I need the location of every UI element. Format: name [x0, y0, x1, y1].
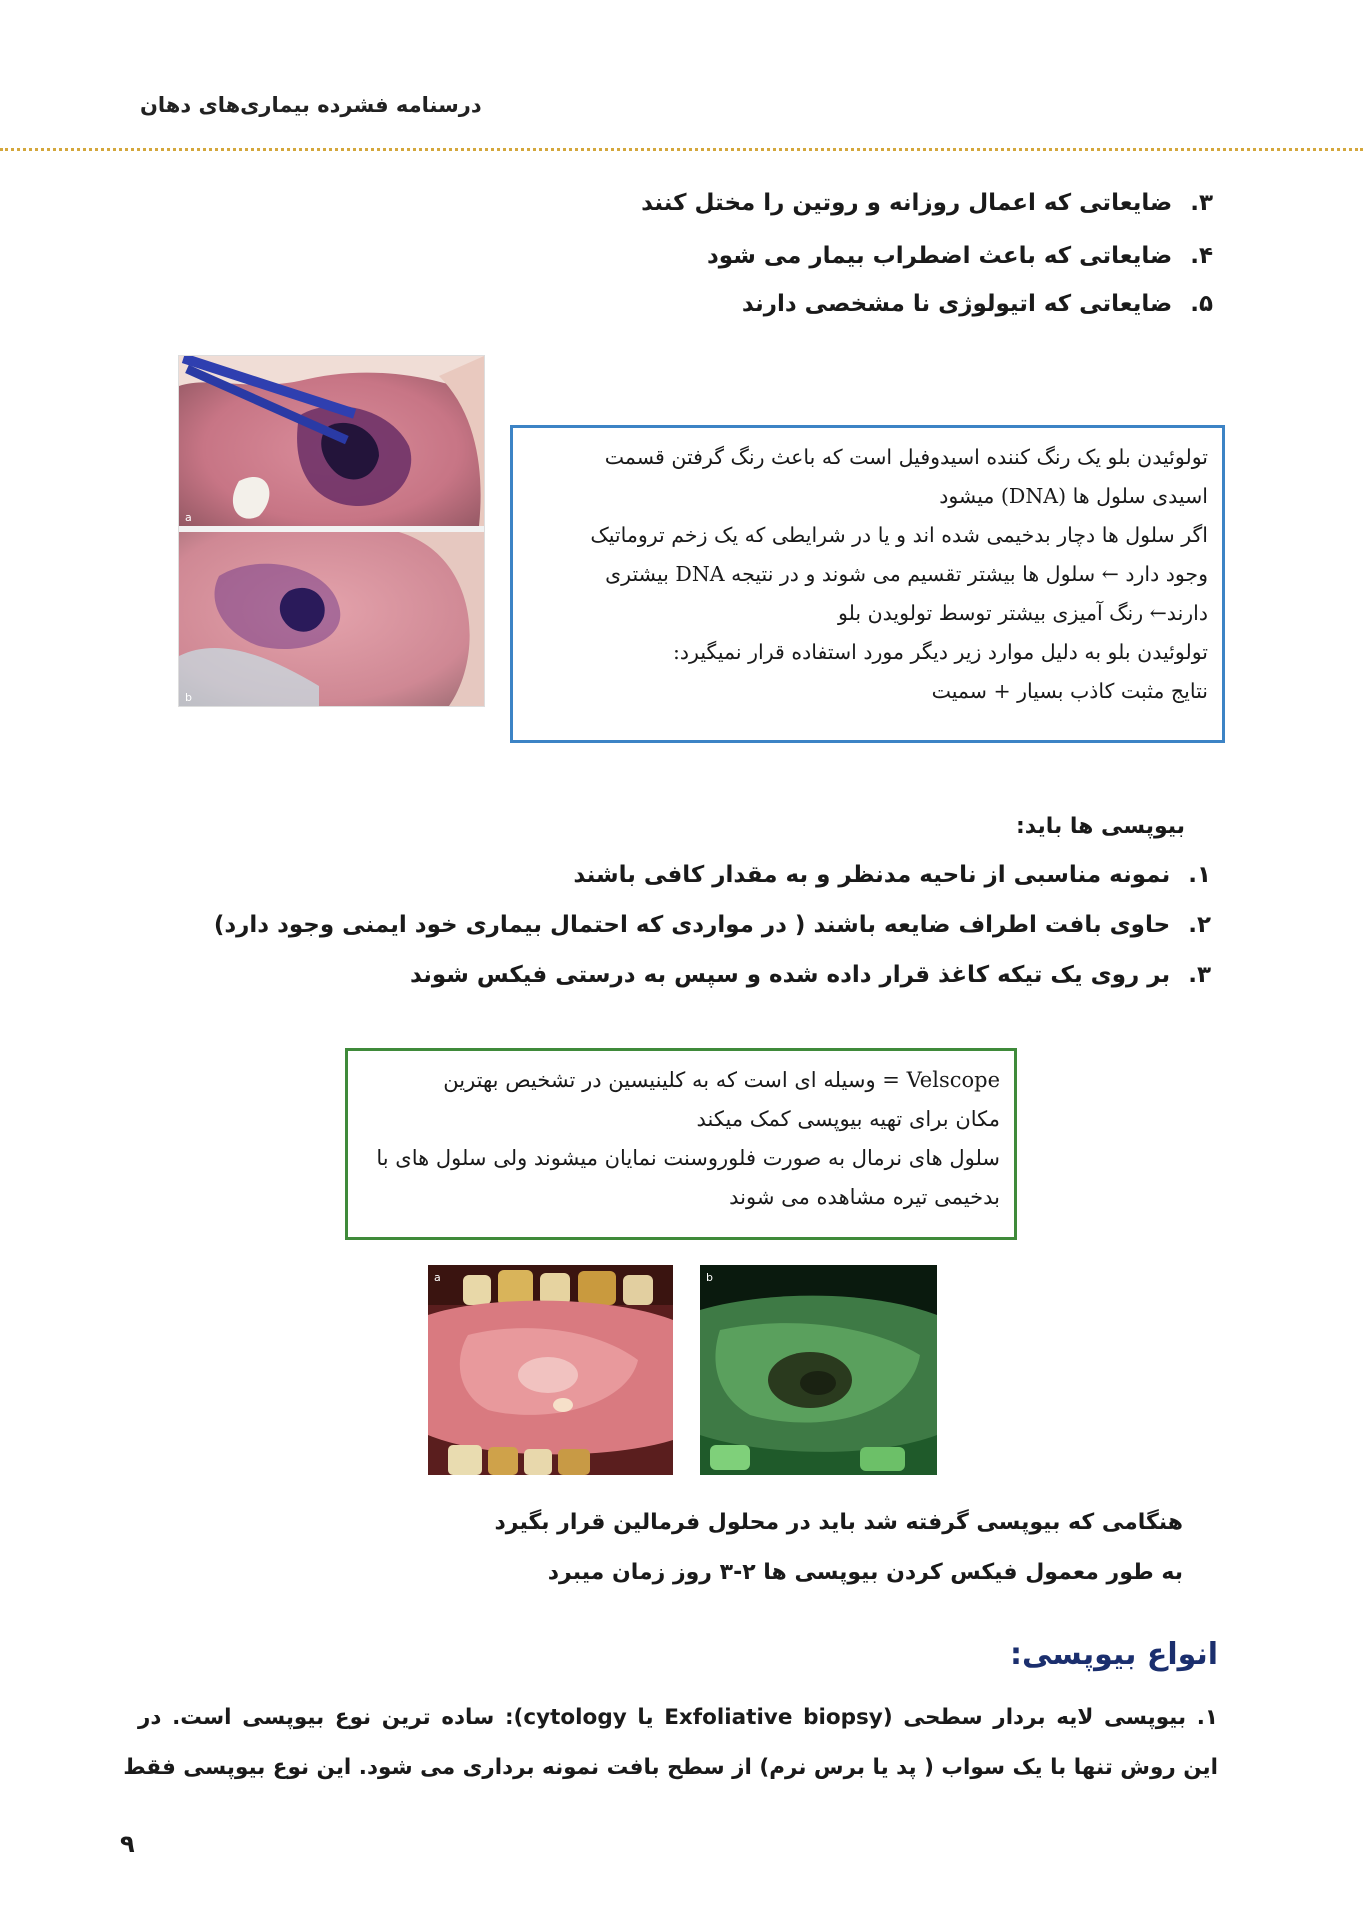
- note-line: Velscope = وسیله ای است که به کلینیسین در تشخیص بهترین: [443, 1068, 1000, 1092]
- photo-label-b: b: [706, 1271, 713, 1284]
- list-item: [410, 962, 1211, 988]
- note-line: تولوئیدن بلو به دلیل موارد زیر دیگر مورد استفاده قرار نمیگیرد:: [673, 640, 1208, 664]
- note-line: دارند← رنگ آمیزی بیشتر توسط تولویدن بلو: [838, 601, 1208, 625]
- list-number: ۱.: [1188, 862, 1211, 888]
- photo-label-b: b: [185, 691, 192, 704]
- page-number: ۹: [120, 1830, 135, 1858]
- paragraph-line: این روش تنها با یک سواب ( پد یا برس نرم) از سطح بافت نمونه برداری می شود. این نوع بیوپسی فقط: [123, 1755, 1218, 1780]
- velscope-note-box: [345, 1048, 1017, 1240]
- list-item: [742, 291, 1213, 317]
- toluidine-blue-note-box: [510, 425, 1225, 743]
- note-line: سلول های نرمال به صورت فلوروسنت نمایان میشوند ولی سلول های با: [376, 1146, 1000, 1170]
- note-line: بدخیمی تیره مشاهده می شوند: [729, 1185, 1000, 1209]
- note-line: مکان برای تهیه بیوپسی کمک میکند: [696, 1107, 1000, 1131]
- velscope-fluorescence-photo: [700, 1265, 937, 1475]
- note-line: تولوئیدن بلو یک رنگ کننده اسیدوفیل است که باعث رنگ گرفتن قسمت: [604, 445, 1208, 469]
- running-header: درسنامه فشرده بیماری‌های دهان: [140, 93, 482, 117]
- paragraph-line: ۱. بیوپسی لایه بردار سطحی (Exfoliative biopsy یا cytology): ساده ترین نوع بیوپسی است. در: [138, 1705, 1218, 1730]
- list-number: ۴.: [1190, 243, 1213, 269]
- note-line: اسیدی سلول ها (DNA) میشود: [939, 484, 1208, 508]
- toluidine-clinical-photo: [178, 355, 485, 707]
- list-text: نمونه مناسبی از ناحیه مدنظر و به مقدار کافی باشند: [573, 862, 1171, 888]
- list-item: [214, 912, 1211, 938]
- biopsy-requirements-heading: بیوپسی ها باید:: [1015, 814, 1185, 839]
- list-item: [573, 862, 1211, 888]
- photo-label-a: a: [185, 511, 192, 524]
- list-text: بر روی یک تیکه کاغذ قرار داده شده و سپس به درستی فیکس شوند: [409, 962, 1171, 988]
- list-number: ۲.: [1188, 912, 1211, 938]
- list-text: ضایعاتی که اتیولوژی نا مشخصی دارند: [741, 291, 1173, 317]
- photo-label-a: a: [434, 1271, 441, 1284]
- fixation-line: به طور معمول فیکس کردن بیوپسی ها ۲-۳ روز زمان میبرد: [547, 1560, 1183, 1585]
- biopsy-types-heading: انواع بیوپسی:: [1009, 1637, 1218, 1672]
- fixation-line: هنگامی که بیوپسی گرفته شد باید در محلول فرمالین قرار بگیرد: [494, 1510, 1183, 1535]
- list-number: ۳.: [1188, 962, 1211, 988]
- list-number: ۵.: [1190, 291, 1213, 317]
- list-text: حاوی بافت اطراف ضایعه باشند ( در مواردی که احتمال بیماری خود ایمنی وجود دارد): [213, 912, 1171, 938]
- velscope-clinical-photo: [428, 1265, 673, 1475]
- list-item: [707, 243, 1213, 269]
- list-item: [641, 190, 1213, 216]
- header-divider: [0, 148, 1363, 151]
- list-text: ضایعاتی که اعمال روزانه و روتین را مختل کنند: [641, 190, 1173, 216]
- list-text: ضایعاتی که باعث اضطراب بیمار می شود: [706, 243, 1173, 269]
- list-number: ۳.: [1190, 190, 1213, 216]
- note-line: اگر سلول ها دچار بدخیمی شده اند و یا در شرایطی که یک زخم تروماتیک: [590, 523, 1208, 547]
- note-line: وجود دارد ← سلول ها بیشتر تقسیم می شوند و در نتیجه DNA بیشتری: [605, 562, 1208, 586]
- note-line: نتایج مثبت کاذب بسیار + سمیت: [931, 679, 1208, 703]
